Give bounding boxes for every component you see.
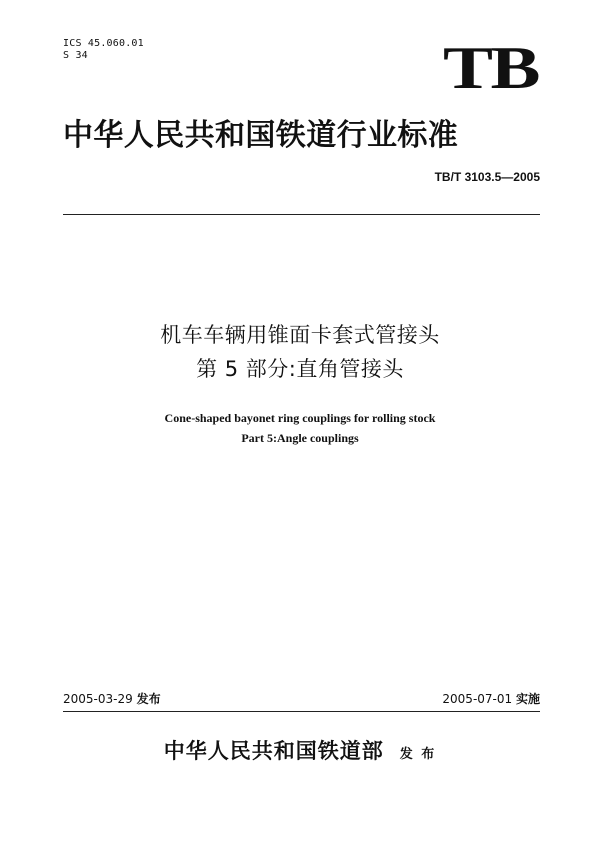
issue-label: 发布 [136, 692, 161, 706]
publisher-action: 发 布 [399, 747, 437, 762]
standard-number: TB/T 3103.5—2005 [434, 170, 540, 184]
issue-date-value: 2005-03-29 [63, 692, 133, 706]
implement-date [442, 692, 540, 706]
publisher-line [0, 738, 600, 768]
implement-date-value: 2005-07-01 [442, 692, 513, 706]
top-divider [63, 214, 540, 215]
tb-logo: TB [442, 35, 538, 101]
publisher-name: 中华人民共和国铁道部 [163, 739, 384, 763]
classification-codes [63, 38, 144, 62]
ics-code: ICS 45.060.01 [63, 38, 144, 49]
issue-date [63, 692, 161, 706]
bottom-divider [63, 711, 540, 712]
category-code: S 34 [63, 50, 88, 61]
implement-label: 实施 [515, 692, 540, 706]
chinese-title-line-1: 机车车辆用锥面卡套式管接头 [160, 323, 440, 347]
standard-title: 中华人民共和国铁道行业标准 [63, 118, 459, 153]
chinese-title-line-2: 第 5 部分:直角管接头 [196, 357, 404, 381]
english-title-line-1: Cone-shaped bayonet ring couplings for rolling stock [164, 411, 436, 425]
english-title-line-2: Part 5:Angle couplings [241, 431, 359, 445]
